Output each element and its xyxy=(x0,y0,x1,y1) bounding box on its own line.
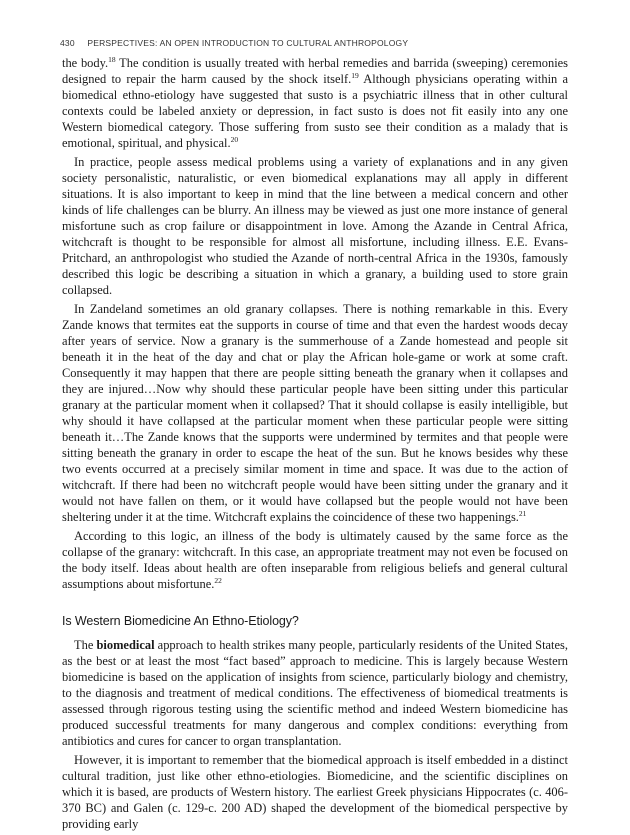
paragraph-1-text-c: Although physicians operating within a biomedical ethno-etiology have suggested that susto is a psychiatric illness that in other cultural contexts could be labeled anxiety or depression, in fact susto is does not fit easily into any one Western biomedical category. Those suffering from susto see their condition as a malady that is emotional, spiritual, and physical. xyxy=(62,72,568,151)
paragraph-5-lead: The xyxy=(74,638,97,653)
footnote-ref-19: 19 xyxy=(351,71,359,81)
footnote-ref-21: 21 xyxy=(518,509,527,519)
paragraph-1-text-b: The condition is usually treated with herbal remedies and barrida (sweeping) ceremonies designed to repair the harm caused by the shock itself. xyxy=(62,56,569,87)
section-heading: Is Western Biomedicine An Ethno-Etiology? xyxy=(62,614,299,629)
footnote-ref-20: 20 xyxy=(230,135,239,145)
paragraph-1-text-a: the body. xyxy=(62,56,109,70)
paragraph-5-text: approach to health strikes many people, particularly residents of the United States, as the best or at least the most “fact based” approach to medicine. This is largely because Western biomedicine is based on the application of insights from science, particularly biology and chemistry, to the diagnosis and treatment of medical conditions. The effectiveness of biomedical treatments is assessed through rigorous testing using the scientific method and indeed Western biomedicine has produced successful treatments for many dangerous and complex conditions: everything from antibiotics and cures for cancer to organ transplantation. xyxy=(62,638,568,749)
paragraph-2-text: In practice, people assess medical problems using a variety of explanations and in any given society personalistic, naturalistic, or even biomedical explanations may all apply in different situations. It is also important to keep in mind that the line between a medical concern and other kinds of life challenges can be blurry. An illness may be viewed as just one more instance of general misfortune such as crop failure or disappointment in love. Among the Azande in Central Africa, witchcraft is thought to be responsible for almost all misfortune, including illness. E.E. Evans-Pritchard, an anthropologist who studied the Azande of north-central Africa in the 1930s, famously described this logic be describing a situation in which a granary, a building used to store grain collapsed. xyxy=(62,154,568,298)
page-number: 430 xyxy=(60,38,75,48)
footnote-ref-18: 18 xyxy=(108,55,116,64)
running-header xyxy=(60,38,408,48)
footnote-ref-22: 22 xyxy=(214,576,222,585)
key-term-biomedical: biomedical xyxy=(96,638,155,653)
paragraph-1 xyxy=(62,55,568,151)
paragraph-6 xyxy=(62,752,568,832)
paragraph-4 xyxy=(62,528,568,592)
paragraph-5 xyxy=(62,637,568,749)
paragraph-3-text: In Zandeland sometimes an old granary collapses. There is nothing remarkable in this. Every Zande knows that termites eat the supports in course of time and that even the hardest woods decay after years of service. Now a granary is the summerhouse of a Zande homestead and people sit beneath it in the heat of the day and chat or play the African hole-game or work at some craft. Consequently it may happen that there are people sitting beneath the granary when it collapses and they are injured…Now why should these particular people have been sitting under this particular granary at the particular moment when it collapsed? That it should collapse is easily intelligible, but why should it have collapsed at the particular moment when these particular people were sitting beneath it…The Zande knows that the supports were undermined by termites and that people were sitting beneath the granary in order to escape the heat of the sun. But he knows besides why these two events occurred at a precisely similar moment in time and space. It was due to the action of witchcraft. If there had been no witchcraft people would have been sitting under the granary and it would not have fallen on them, or it would have collapsed but the people would not have been sheltering under it at the time. Witchcraft explains the coincidence of these two happenings. xyxy=(62,301,568,525)
body-text xyxy=(62,55,568,835)
paragraph-3-quote xyxy=(62,301,568,526)
paragraph-2 xyxy=(62,154,568,298)
paragraph-4-text: According to this logic, an illness of the body is ultimately caused by the same force as the collapse of the granary: witchcraft. In this case, an appropriate treatment may not even be focused on the body itself. Ideas about health are often inseparable from religious beliefs and general cultural assumptions about misfortune. xyxy=(62,528,568,591)
paragraph-6-text: However, it is important to remember that the biomedical approach is itself embedded in a distinct cultural tradition, just like other ethno-etiologies. Biomedicine, and the scientific disciplines on which it is based, are products of Western history. The earliest Greek physicians Hippocrates (c. 406-370 BC) and Galen (c. 129-c. 200 AD) shaped the development of the biomedical perspective by providing early xyxy=(62,752,568,832)
running-title: PERSPECTIVES: AN OPEN INTRODUCTION TO CULTURAL ANTHROPOLOGY xyxy=(87,38,409,48)
